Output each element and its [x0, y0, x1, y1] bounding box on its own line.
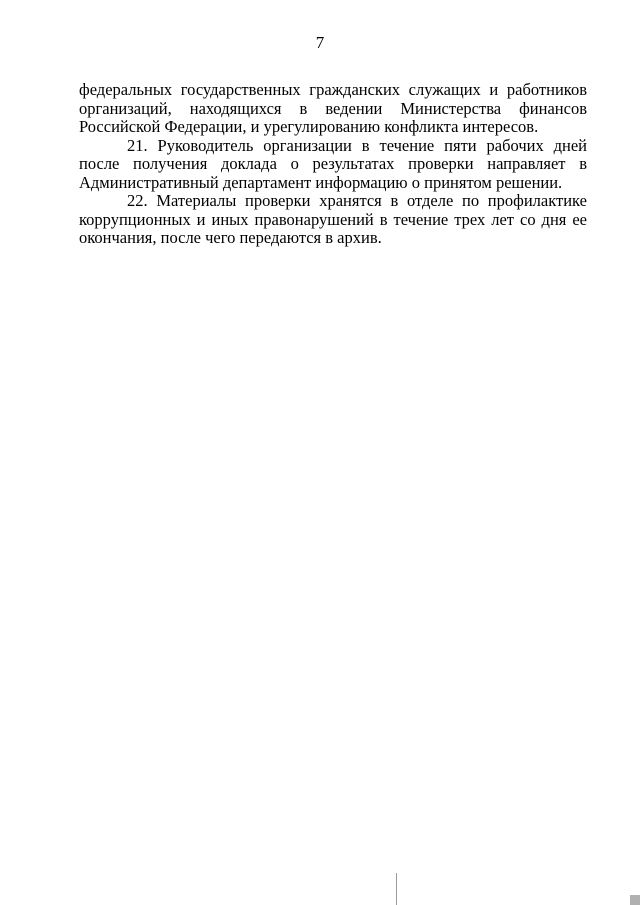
paragraph-item-21: 21. Руководитель организации в течение пяти рабочих дней после получения доклада о результатах проверки направляет в Административный департамент информацию о принятом решении.: [79, 135, 587, 192]
paragraph-item-22: 22. Материалы проверки хранятся в отделе по профилактике коррупционных и иных правонарушений в течение трех лет со дня ее окончания, после чего передаются в архив.: [79, 191, 587, 247]
page-number: 7: [315, 33, 325, 52]
scan-edge-line: [396, 873, 397, 905]
document-body: [79, 81, 587, 248]
scan-corner-mark: [630, 895, 640, 905]
paragraph-continuation: федеральных государственных гражданских служащих и работников организаций, находящихся в ведении Министерства финансов Российской Федерации, и урегулированию конфликта интересов.: [79, 80, 587, 136]
